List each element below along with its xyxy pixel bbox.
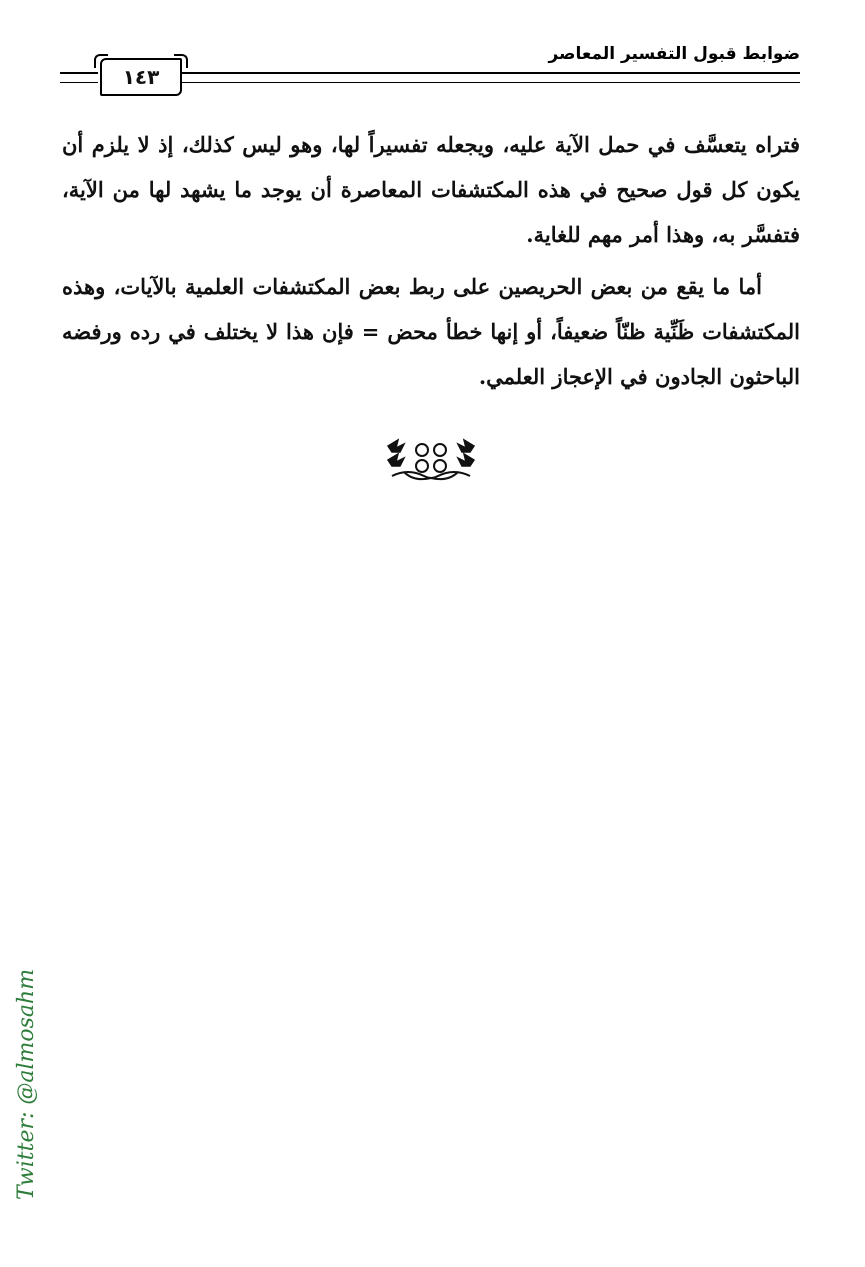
floral-divider-icon	[384, 438, 478, 482]
running-title: ضوابط قبول التفسير المعاصر	[548, 44, 800, 64]
paragraph-2: أما ما يقع من بعض الحريصين على ربط بعض المكتشفات العلمية بالآيات، وهذه المكتشفات ظَنِّية ظنّاً ضعيفاً، أو إنها خطأ محض = فإن هذا لا يختلف في رده ورفضه الباحثون الجادون في الإعجاز العلمي.	[62, 274, 800, 389]
page-header	[60, 42, 800, 100]
header-rule-right	[180, 72, 800, 83]
body-text	[62, 122, 800, 406]
header-rule-left	[60, 72, 98, 83]
paragraph-1: فتراه يتعسَّف في حمل الآية عليه، ويجعله تفسيراً لها، وهو ليس كذلك، إذ لا يلزم أن يكون كل قول صحيح في هذه المكتشفات المعاصرة أن يوجد ما يشهد لها من الآية، فتفسَّر به، وهذا أمر مهم للغاية.	[62, 132, 800, 247]
twitter-watermark: Twitter: @almosahm	[14, 968, 39, 1200]
page-number: ١٤٣	[100, 58, 182, 96]
